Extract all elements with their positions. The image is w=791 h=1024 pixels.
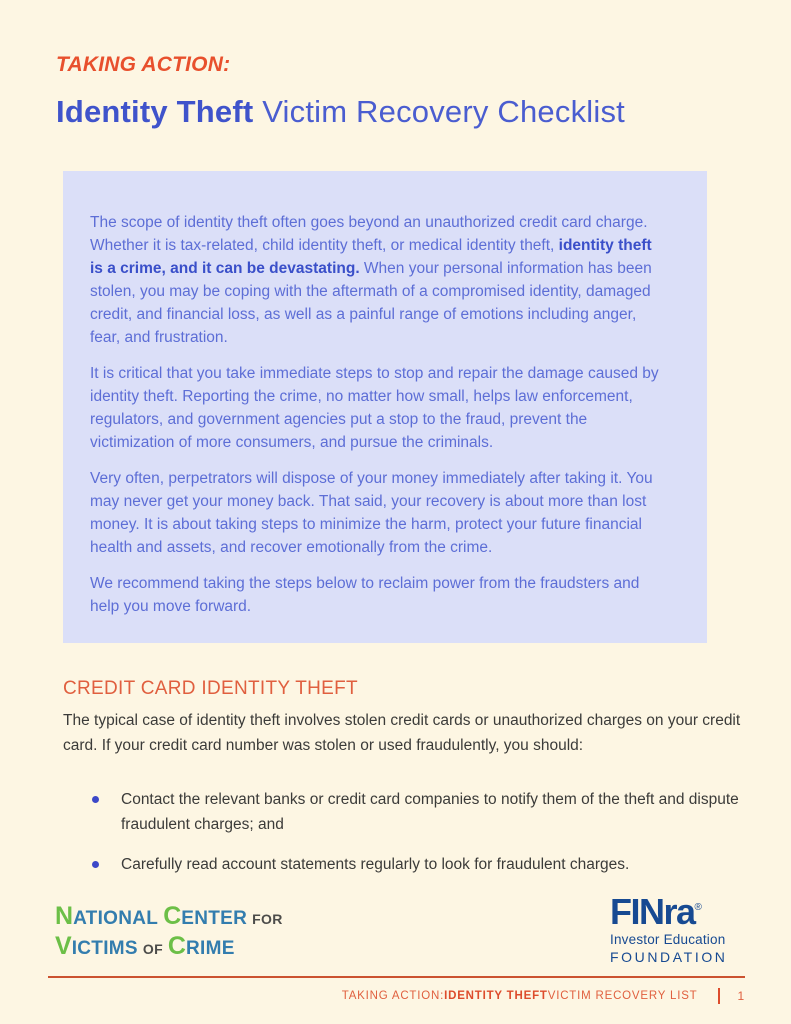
page-number: 1 [737,989,745,1003]
ncvc-initial: V [55,932,72,960]
ncvc-logo-line2 [55,933,283,963]
finra-wordmark [610,891,728,932]
intro-paragraph-3: Very often, perpetrators will dispose of your money immediately after taking it. You may never get your money back. That said, your recovery is about more than lost money. It is about taking steps to minimize the harm, protect your future financial health and assets, and recover emotionally from the crime. [90,470,653,556]
kicker-heading: TAKING ACTION: [56,53,231,76]
ncvc-word-small: FOR [252,911,283,927]
ncvc-word: RIME [185,938,235,959]
list-item [92,787,744,837]
bullet-list [92,787,744,892]
footer-tagline-suffix: VICTIM RECOVERY LIST [547,990,698,1002]
list-item-text: Carefully read account statements regularly to look for fraudulent charges. [121,856,630,873]
page-title [56,94,625,130]
ncvc-initial: C [163,902,182,930]
finra-logo [610,891,728,965]
ncvc-logo [55,903,283,963]
section-heading: CREDIT CARD IDENTITY THEFT [63,678,358,699]
bullet-dot-icon [92,861,99,868]
bullet-dot-icon [92,796,99,803]
ncvc-word-small: OF [142,941,163,957]
ncvc-initial: N [55,902,74,930]
finra-subtitle: Investor Education [610,932,726,947]
intro-paragraph-1 [90,211,661,349]
footer-divider-rule [48,976,745,978]
finra-wordmark-text: FINra [610,891,695,932]
list-item [92,852,744,877]
registered-trademark-icon: ® [694,902,702,913]
intro-paragraph-2: It is critical that you take immediate steps to stop and repair the damage caused by identity theft. Reporting the crime, no matter how small, helps law enforcement, regulators, and government agencies put a stop to the fraud, prevent the victimization of more consumers, and pursue the criminals. [90,365,659,451]
section-intro-text: The typical case of identity theft involves stolen credit cards or unauthorized charges on your credit card. If your credit card number was stolen or used fraudulently, you should: [63,712,741,754]
intro-panel [63,171,707,643]
ncvc-word: ICTIMS [71,938,138,959]
page-title-bold: Identity Theft [56,94,254,129]
intro-p1-end: When your personal information has been stolen, you may be coping with the aftermath of a compromised identity, damaged credit, and financial loss, as well as a painful range of emotions including anger, fear, and frustration. [90,260,652,346]
intro-p1-bold: identity theft is a crime, and it can be devastating. [90,237,652,277]
page-title-rest: Victim Recovery Checklist [253,94,625,129]
finra-foundation-label: FOUNDATION [610,948,728,965]
ncvc-logo-line1 [55,903,283,933]
footer-separator-bar [718,988,720,1004]
ncvc-word: ATIONAL [73,908,159,929]
footer-tagline [342,985,745,1007]
ncvc-word: ENTER [181,908,248,929]
footer-tagline-bold: IDENTITY THEFT [444,990,548,1002]
list-item-text: Contact the relevant banks or credit card companies to notify them of the theft and dispute fraudulent charges; and [121,791,739,833]
intro-p1-start: The scope of identity theft often goes beyond an unauthorized credit card charge. Whether it is tax-related, child identity theft, or medical identity theft, [90,214,648,254]
footer-tagline-prefix: TAKING ACTION: [341,990,445,1002]
intro-paragraph-4: We recommend taking the steps below to reclaim power from the fraudsters and help you move forward. [90,575,640,615]
ncvc-initial: C [167,932,186,960]
